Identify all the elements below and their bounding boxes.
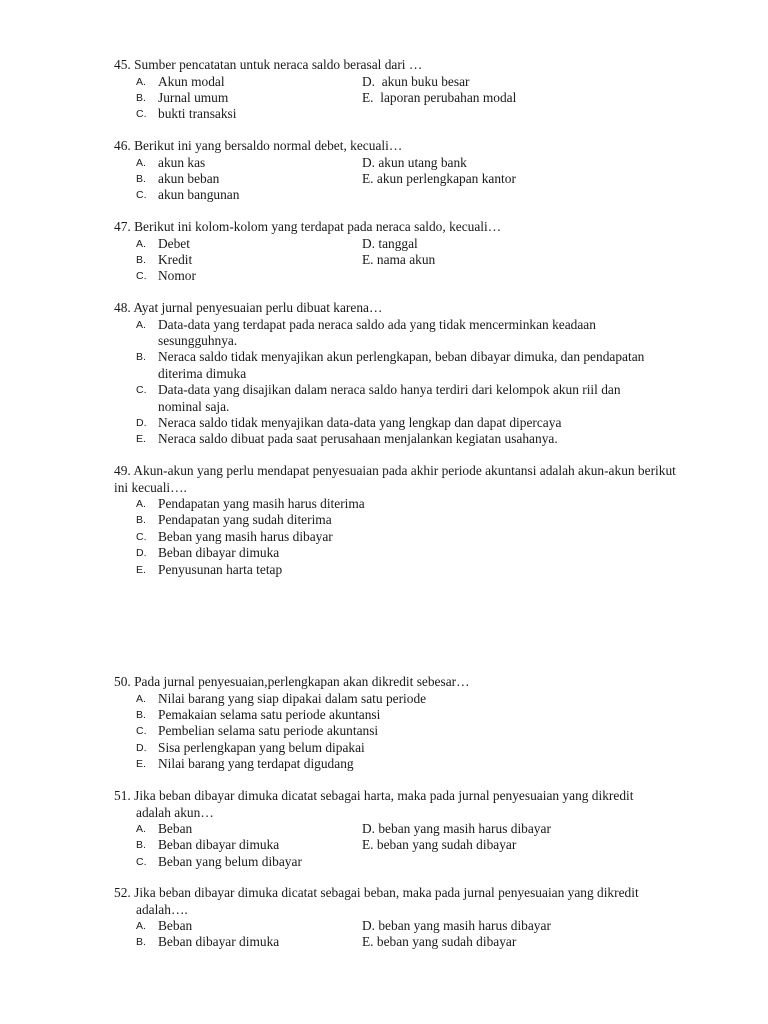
question-text: 49. Akun-akun yang perlu mendapat penyesuaian pada akhir periode akuntansi adalah akun-akun berikut ini kecuali…. bbox=[114, 463, 676, 495]
question-46 bbox=[114, 138, 694, 204]
option-e: E. beban yang sudah dibayar bbox=[362, 934, 517, 950]
option-c: Beban yang belum dibayar bbox=[158, 853, 302, 869]
option-c: C. Pembelian selama satu periode akuntansi bbox=[136, 723, 379, 739]
option-b: B. Pemakaian selama satu periode akuntansi bbox=[136, 706, 381, 722]
option-d: D. beban yang masih harus dibayar bbox=[362, 918, 551, 933]
option-e: E. Nilai barang yang terdapat digudang bbox=[136, 756, 354, 772]
option-d: D. Beban dibayar dimuka bbox=[136, 545, 280, 561]
option-a: A. Data-data yang terdapat pada neraca saldo ada yang tidak mencerminkan keadaan sesungguhnya. bbox=[136, 316, 596, 348]
option-b: Beban dibayar dimuka bbox=[158, 837, 280, 853]
option-row: B. Kredit E. nama akun bbox=[114, 252, 694, 268]
option-c: C. Beban yang masih harus dibayar bbox=[136, 528, 333, 544]
option-e: E. Neraca saldo dibuat pada saat perusahaan menjalankan kegiatan usahanya. bbox=[136, 431, 558, 447]
option-d: D. tanggal bbox=[362, 235, 418, 251]
question-text: 46. Berikut ini yang bersaldo normal debet, kecuali… bbox=[114, 138, 403, 153]
option-row: A. Debet D. tanggal bbox=[114, 236, 694, 252]
option-row: C. Beban yang belum dibayar bbox=[114, 854, 659, 870]
option-row: B. Beban dibayar dimuka E. beban yang sudah dibayar bbox=[114, 934, 664, 950]
option-d: D. Neraca saldo tidak menyajikan data-data yang lengkap dan dapat dipercaya bbox=[136, 414, 562, 430]
option-row: A. Akun modal D. akun buku besar bbox=[114, 74, 694, 90]
question-text: 51. Jika beban dibayar dimuka dicatat sebagai harta, maka pada jurnal penyesuaian yang dikredit adalah akun… bbox=[114, 788, 634, 820]
option-a: A. Pendapatan yang masih harus diterima bbox=[136, 496, 365, 511]
option-row: C. Nomor bbox=[114, 268, 694, 284]
option-row: B. akun beban E. akun perlengkapan kantor bbox=[114, 171, 694, 187]
option-e: E. beban yang sudah dibayar bbox=[362, 837, 517, 853]
question-text: 45. Sumber pencatatan untuk neraca saldo berasal dari … bbox=[114, 57, 423, 72]
question-49 bbox=[114, 463, 679, 578]
option-b: Kredit bbox=[158, 251, 193, 267]
option-row: A. akun kas D. akun utang bank bbox=[114, 155, 694, 171]
option-b: B. Neraca saldo tidak menyajikan akun perlengkapan, beban dibayar dimuka, dan pendapatan diterima dimuka bbox=[136, 349, 645, 381]
option-c: bukti transaksi bbox=[158, 106, 237, 122]
option-c: C. Data-data yang disajikan dalam neraca saldo hanya terdiri dari kelompok akun riil dan nominal saja. bbox=[136, 382, 621, 414]
option-d: D. beban yang masih harus dibayar bbox=[362, 821, 551, 836]
option-row: A. Beban D. beban yang masih harus dibayar bbox=[114, 918, 664, 934]
option-row: A. Beban D. beban yang masih harus dibayar bbox=[114, 821, 659, 837]
question-52 bbox=[114, 885, 664, 951]
option-e: E. Penyusunan harta tetap bbox=[136, 561, 283, 577]
option-a: A. Nilai barang yang siap dipakai dalam satu periode bbox=[136, 690, 427, 706]
option-a: Beban bbox=[158, 918, 193, 933]
option-b: Beban dibayar dimuka bbox=[158, 934, 280, 950]
option-c: Nomor bbox=[158, 268, 196, 284]
option-e: E. nama akun bbox=[362, 251, 436, 267]
question-text: 47. Berikut ini kolom-kolom yang terdapat pada neraca saldo, kecuali… bbox=[114, 219, 502, 234]
question-50 bbox=[114, 674, 694, 773]
option-d: D. Sisa perlengkapan yang belum dipakai bbox=[136, 739, 365, 755]
option-c: akun bangunan bbox=[158, 187, 240, 203]
option-a: Akun modal bbox=[158, 73, 225, 89]
option-row: C. akun bangunan bbox=[114, 187, 694, 203]
option-row: C. bukti transaksi bbox=[114, 106, 694, 122]
option-row: B. Jurnal umum E. laporan perubahan modal bbox=[114, 90, 694, 106]
question-45 bbox=[114, 57, 694, 123]
option-d: D. akun buku besar bbox=[362, 73, 470, 89]
option-b: akun beban bbox=[158, 170, 220, 186]
question-47 bbox=[114, 219, 694, 285]
question-text: 50. Pada jurnal penyesuaian,perlengkapan akan dikredit sebesar… bbox=[114, 674, 470, 689]
option-a: Beban bbox=[158, 821, 193, 836]
option-e: E. laporan perubahan modal bbox=[362, 89, 517, 105]
option-b: B. Pendapatan yang sudah diterima bbox=[136, 512, 332, 528]
option-a: akun kas bbox=[158, 154, 206, 170]
question-51 bbox=[114, 788, 659, 870]
option-a: Debet bbox=[158, 235, 190, 251]
option-b: Jurnal umum bbox=[158, 89, 229, 105]
option-row: B. Beban dibayar dimuka E. beban yang sudah dibayar bbox=[114, 837, 659, 853]
question-48 bbox=[114, 300, 694, 448]
question-text: 52. Jika beban dibayar dimuka dicatat sebagai beban, maka pada jurnal penyesuaian yang dikredit adalah…. bbox=[114, 885, 639, 917]
question-text: 48. Ayat jurnal penyesuaian perlu dibuat karena… bbox=[114, 300, 383, 315]
option-d: D. akun utang bank bbox=[362, 154, 467, 170]
option-e: E. akun perlengkapan kantor bbox=[362, 170, 516, 186]
